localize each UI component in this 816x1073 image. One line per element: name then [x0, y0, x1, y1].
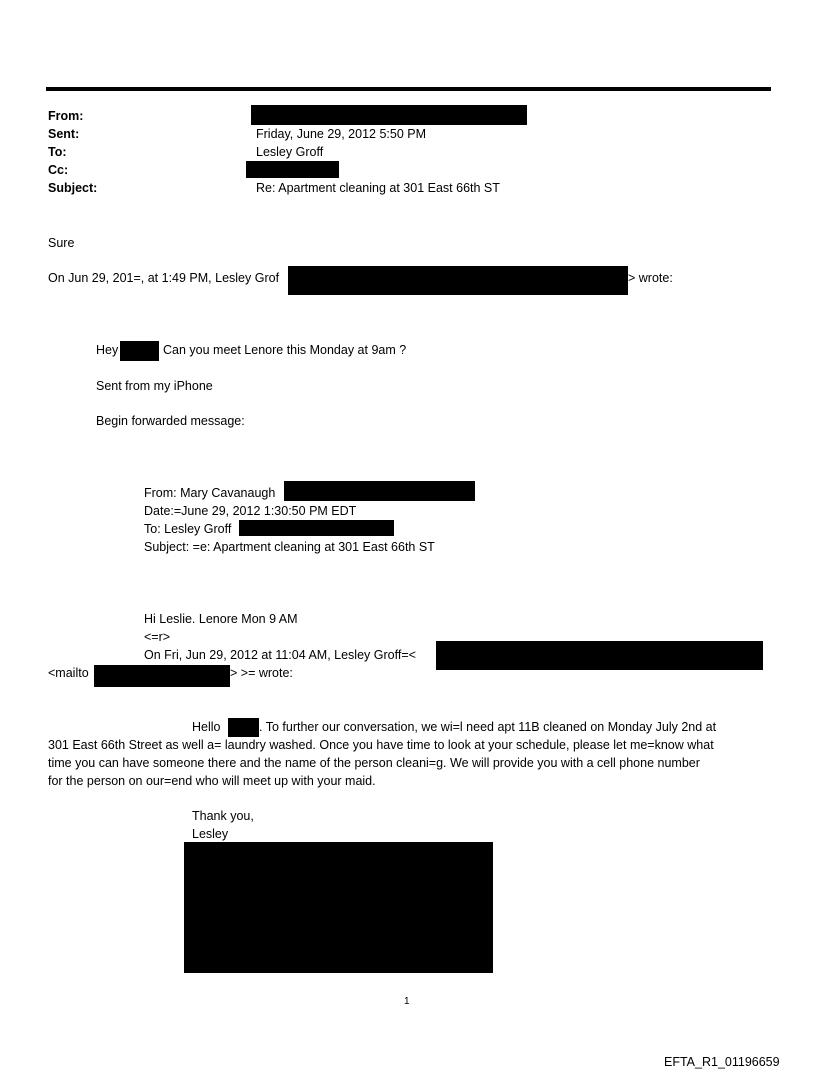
fwd-to: To: Lesley Groff [144, 522, 232, 536]
hey-word: Hey [96, 343, 119, 357]
sent-value: Friday, June 29, 2012 5:50 PM [256, 127, 427, 141]
to-label: To: [48, 145, 67, 159]
page-number: 1 [404, 996, 410, 1007]
br-token: <=r> [144, 630, 171, 644]
quote-intro: On Jun 29, 201=, at 1:49 PM, Lesley Grof [48, 271, 280, 285]
original-line-1: . To further our conversation, we wi=l need apt 11B cleaned on Monday July 2nd at [259, 720, 717, 734]
hi-line: Hi Leslie. Lenore Mon 9 AM [144, 612, 298, 626]
cc-redaction [246, 161, 339, 178]
hello-word: Hello [192, 720, 221, 734]
document-id: EFTA_R1_01196659 [664, 1055, 780, 1069]
fwd-subject: Subject: =e: Apartment cleaning at 301 East 66th ST [144, 540, 435, 554]
mailto-start: <mailto [48, 666, 89, 680]
begin-forwarded-line: Begin forwarded message: [96, 414, 245, 428]
subject-value: Re: Apartment cleaning at 301 East 66th ST [256, 181, 500, 195]
name-redaction [120, 341, 159, 361]
signature-redaction [184, 842, 493, 973]
from-label: From: [48, 109, 84, 123]
from-redaction [251, 105, 527, 125]
fwd-from: From: Mary Cavanaugh [144, 486, 276, 500]
subject-label: Subject: [48, 181, 98, 195]
fwd-from-redaction [284, 481, 475, 501]
on-fri-redaction [436, 641, 763, 670]
fwd-to-redaction [239, 520, 394, 536]
on-fri-line: On Fri, Jun 29, 2012 at 11:04 AM, Lesley Groff=< [144, 648, 416, 662]
signature-name: Lesley [192, 827, 229, 841]
original-line-2: 301 East 66th Street as well a= laundry washed. Once you have time to look at your schedule, please let me=know what [48, 738, 714, 752]
quote-intro-end: > wrote: [628, 271, 673, 285]
reply-text: Sure [48, 236, 75, 250]
sent-label: Sent: [48, 127, 80, 141]
cc-label: Cc: [48, 163, 69, 177]
hello-name-redaction [228, 718, 259, 737]
to-value: Lesley Groff [256, 145, 324, 159]
quote-email-redaction [288, 266, 628, 295]
mailto-end: > >= wrote: [230, 666, 293, 680]
header-rule [46, 87, 771, 91]
hey-question: Can you meet Lenore this Monday at 9am ? [163, 343, 407, 357]
fwd-date: Date:=June 29, 2012 1:30:50 PM EDT [144, 504, 357, 518]
original-line-3: time you can have someone there and the name of the person cleani=g. We will provide you with a cell phone number [48, 756, 700, 770]
original-line-4: for the person on our=end who will meet up with your maid. [48, 774, 376, 788]
sent-from-line: Sent from my iPhone [96, 379, 213, 393]
mailto-redaction [94, 665, 230, 687]
thank-you: Thank you, [192, 809, 254, 823]
